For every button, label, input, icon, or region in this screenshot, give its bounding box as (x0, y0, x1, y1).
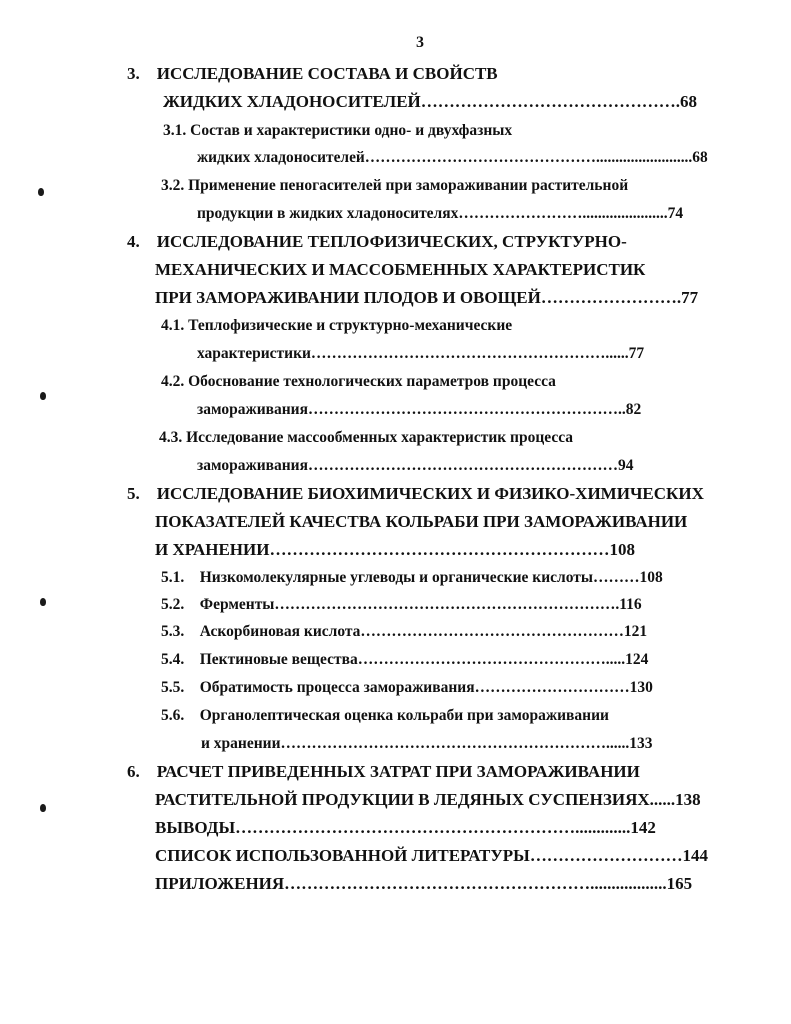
toc-section-5-5: 5.5. Обратимость процесса замораживания…………………………130 (161, 679, 653, 696)
toc-conclusions: ВЫВОДЫ…………………………………………………….............142 (155, 818, 656, 837)
bullet-mark (40, 598, 46, 606)
toc-section-5-2: 5.2. Ферменты………………………………………………………….116 (161, 596, 642, 613)
toc-section-5-1: 5.1. Низкомолекулярные углеводы и органические кислоты………108 (161, 569, 663, 586)
toc-chapter-3-title: 3. ИССЛЕДОВАНИЕ СОСТАВА И СВОЙСТВ (127, 64, 498, 83)
bullet-mark (38, 188, 44, 196)
toc-chapter-6-title: 6. РАСЧЕТ ПРИВЕДЕННЫХ ЗАТРАТ ПРИ ЗАМОРАЖИВАНИИ (127, 762, 640, 781)
toc-chapter-5-title: 5. ИССЛЕДОВАНИЕ БИОХИМИЧЕСКИХ И ФИЗИКО-ХИМИЧЕСКИХ (127, 484, 704, 503)
toc-section-4-2-cont: замораживания……………………………………………………..82 (197, 401, 642, 418)
toc-section-5-4: 5.4. Пектиновые вещества………………………………………….....124 (161, 651, 649, 668)
toc-chapter-5-title-cont: ПОКАЗАТЕЛЕЙ КАЧЕСТВА КОЛЬРАБИ ПРИ ЗАМОРАЖИВАНИИ (155, 512, 688, 531)
toc-section-3-2: 3.2. Применение пеногасителей при замораживании растительной (161, 177, 629, 194)
toc-chapter-4-title-cont: МЕХАНИЧЕСКИХ И МАССОБМЕННЫХ ХАРАКТЕРИСТИК (155, 260, 646, 279)
toc-references: СПИСОК ИСПОЛЬЗОВАННОЙ ЛИТЕРАТУРЫ………………………144 (155, 846, 709, 865)
page-number: 3 (416, 34, 424, 51)
toc-section-4-3: 4.3. Исследование массообменных характеристик процесса (159, 429, 574, 446)
toc-chapter-5-title-cont: И ХРАНЕНИИ……………………………………………………108 (155, 540, 635, 559)
bullet-mark (40, 804, 46, 812)
bullet-mark (40, 392, 46, 400)
toc-chapter-4-title: 4. ИССЛЕДОВАНИЕ ТЕПЛОФИЗИЧЕСКИХ, СТРУКТУРНО- (127, 232, 627, 251)
toc-section-5-6-cont: и хранении………………………………………………………......133 (201, 735, 653, 752)
toc-chapter-6-title-cont: РАСТИТЕЛЬНОЙ ПРОДУКЦИИ В ЛЕДЯНЫХ СУСПЕНЗИЯХ......138 (155, 790, 701, 809)
toc-section-5-3: 5.3. Аскорбиновая кислота……………………………………………121 (161, 623, 648, 640)
toc-section-3-2-cont: продукции в жидких хладоносителях……………………......................74 (197, 205, 684, 222)
toc-section-5-6: 5.6. Органолептическая оценка кольраби при замораживании (161, 707, 609, 724)
toc-chapter-3-title-cont: ЖИДКИХ ХЛАДОНОСИТЕЛЕЙ……………………………………….68 (163, 92, 698, 111)
toc-chapter-4-title-cont: ПРИ ЗАМОРАЖИВАНИИ ПЛОДОВ И ОВОЩЕЙ…………………….77 (155, 288, 699, 307)
toc-section-3-1: 3.1. Состав и характеристики одно- и двухфазных (163, 122, 513, 139)
toc-section-4-3-cont: замораживания……………………………………………………94 (197, 457, 634, 474)
toc-section-3-1-cont: жидких хладоносителей……………………………………….........................68 (197, 149, 708, 166)
toc-section-4-1-cont: характеристики…………………………………………………......77 (197, 345, 645, 362)
toc-section-4-2: 4.2. Обоснование технологических параметров процесса (161, 373, 556, 390)
toc-appendices: ПРИЛОЖЕНИЯ………………………………………………..................165 (155, 874, 693, 893)
toc-section-4-1: 4.1. Теплофизические и структурно-механические (161, 317, 513, 334)
